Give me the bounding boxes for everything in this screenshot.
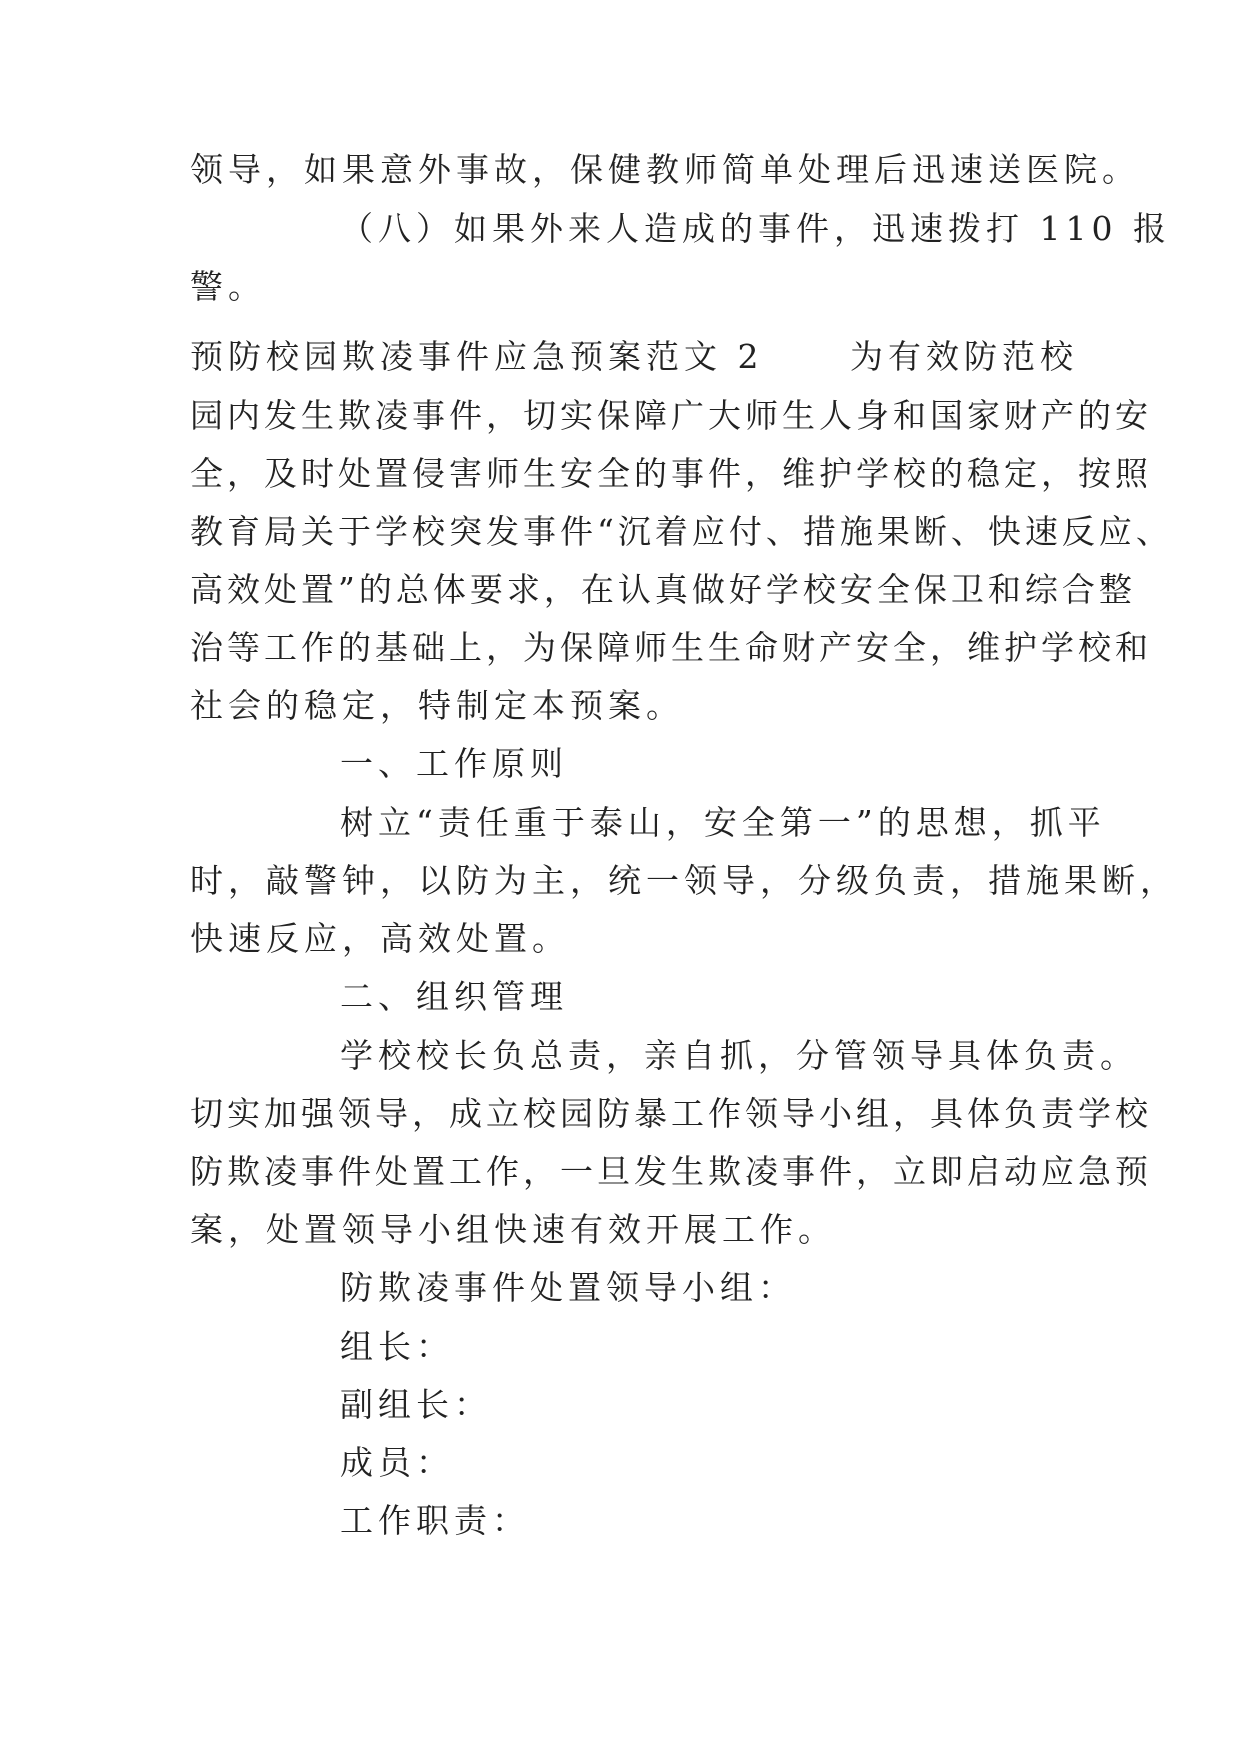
text-line: 全，及时处置侵害师生安全的事件，维护学校的稳定，按照: [190, 454, 1152, 493]
text-line: 工作职责：: [340, 1501, 530, 1540]
text-line: 学校校长负总责，亲自抓，分管领导具体负责。: [340, 1036, 1138, 1075]
text-line: 案，处置领导小组快速有效开展工作。: [190, 1210, 836, 1249]
section-title-continuation: 为有效防范校: [850, 337, 1078, 376]
text-line: 高效处置”的总体要求，在认真做好学校安全保卫和综合整: [190, 570, 1136, 609]
text-line: 成员：: [340, 1443, 454, 1482]
section-title-text: 预防校园欺凌事件应急预案范文 2: [190, 337, 764, 376]
text-line: （八）如果外来人造成的事件，迅速拨打 110 报: [340, 209, 1171, 248]
text-line: 教育局关于学校突发事件“沉着应付、措施果断、快速反应、: [190, 512, 1173, 551]
text-line: 警。: [190, 267, 266, 306]
text-line: 园内发生欺凌事件，切实保障广大师生人身和国家财产的安: [190, 396, 1152, 435]
heading: 一、工作原则: [340, 744, 568, 783]
text-line: 快速反应，高效处置。: [190, 919, 570, 958]
text-line: 组长：: [340, 1327, 454, 1366]
text-line: 副组长：: [340, 1385, 492, 1424]
text-line: 社会的稳定，特制定本预案。: [190, 686, 684, 725]
text-line: 领导，如果意外事故，保健教师简单处理后迅速送医院。: [190, 150, 1140, 189]
text-line: 切实加强领导，成立校园防暴工作领导小组，具体负责学校: [190, 1094, 1152, 1133]
text-line: 防欺凌事件处置领导小组：: [340, 1268, 796, 1307]
heading: 二、组织管理: [340, 977, 568, 1016]
text-line: 时，敲警钟，以防为主，统一领导，分级负责，措施果断，: [190, 861, 1178, 900]
text-line: 治等工作的基础上，为保障师生生命财产安全，维护学校和: [190, 628, 1152, 667]
text-line: 防欺凌事件处置工作，一旦发生欺凌事件，立即启动应急预: [190, 1152, 1152, 1191]
text-line: 树立“责任重于泰山，安全第一”的思想，抓平: [340, 803, 1106, 842]
section-title: [190, 337, 1078, 377]
